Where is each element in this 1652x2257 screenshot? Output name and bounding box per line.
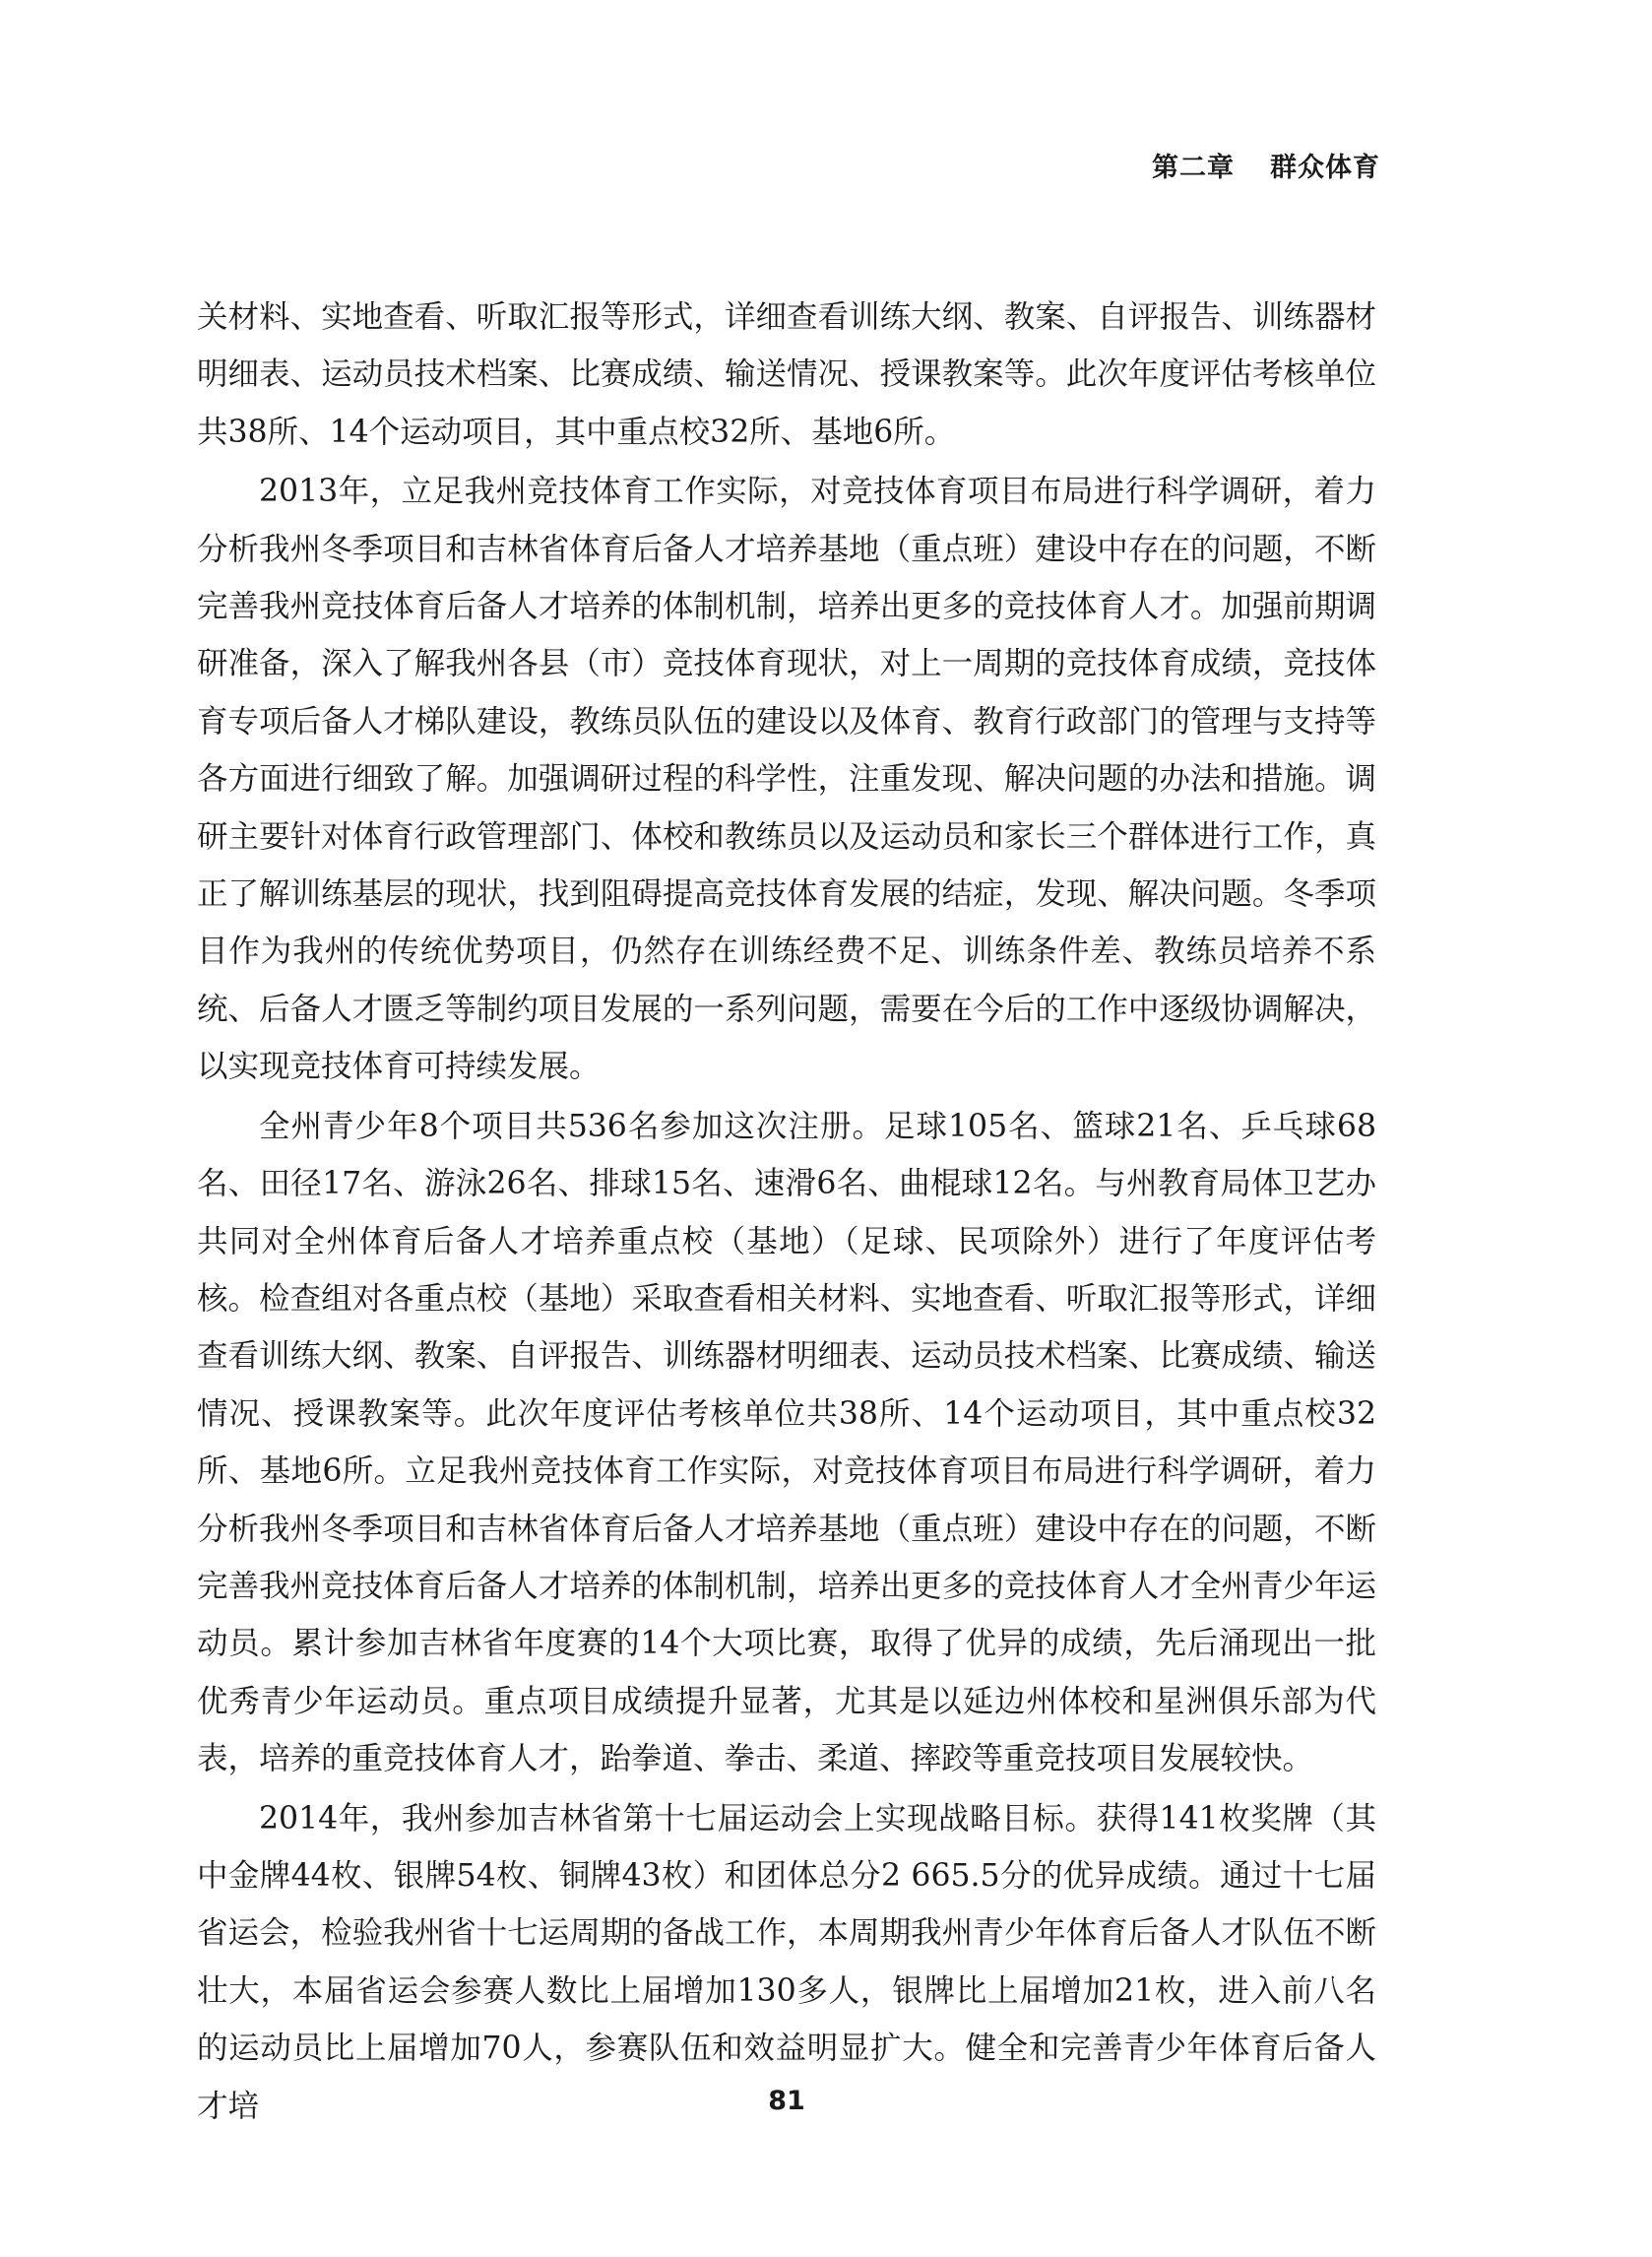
chapter-number: 第二章	[1152, 153, 1235, 183]
paragraph-2014: 2014年，我州参加吉林省第十七届运动会上实现战略目标。获得141枚奖牌（其中金牌44枚、银牌54枚、铜牌43枚）和团体总分2 665.5分的优异成绩。通过十七届省运会，检验我州省十七运周期的备战工作，本周期我州青少年体育后备人才队伍不断壮大，本届省运会参赛人数比上届增加130多人，银牌比上届增加21枚，进入前八名的运动员比上届增加70人，参赛队伍和效益明显扩大。健全和完善青少年体育后备人才培	[197, 1800, 1376, 2124]
paragraph-continued: 关材料、实地查看、听取汇报等形式，详细查看训练大纲、教案、自评报告、训练器材明细表、运动员技术档案、比赛成绩、输送情况、授课教案等。此次年度评估考核单位共38所、14个运动项目，其中重点校32所、基地6所。	[197, 299, 1376, 450]
paragraph-youth-registration: 全州青少年8个项目共536名参加这次注册。足球105名、篮球21名、乒乓球68名、田径17名、游泳26名、排球15名、速滑6名、曲棍球12名。与州教育局体卫艺办共同对全州体育后备人才培养重点校（基地）（足球、民项除外）进行了年度评估考核。检查组对各重点校（基地）采取查看相关材料、实地查看、听取汇报等形式，详细查看训练大纲、教案、自评报告、训练器材明细表、运动员技术档案、比赛成绩、输送情况、授课教案等。此次年度评估考核单位共38所、14个运动项目，其中重点校32所、基地6所。立足我州竞技体育工作实际，对竞技体育项目布局进行科学调研，着力分析我州冬季项目和吉林省体育后备人才培养基地（重点班）建设中存在的问题，不断完善我州竞技体育后备人才培养的体制机制，培养出更多的竞技体育人才全州青少年运动员。累计参加吉林省年度赛的14个大项比赛，取得了优异的成绩，先后涌现出一批优秀青少年运动员。重点项目成绩提升显著，尤其是以延边州体校和星洲俱乐部为代表，培养的重竞技体育人才，跆拳道、拳击、柔道、摔跤等重竞技项目发展较快。	[197, 1108, 1376, 1777]
paragraph-2013: 2013年，立足我州竞技体育工作实际，对竞技体育项目布局进行科学调研，着力分析我州冬季项目和吉林省体育后备人才培养基地（重点班）建设中存在的问题，不断完善我州竞技体育后备人才培养的体制机制，培养出更多的竞技体育人才。加强前期调研准备，深入了解我州各县（市）竞技体育现状，对上一周期的竞技体育成绩，竞技体育专项后备人才梯队建设，教练员队伍的建设以及体育、教育行政部门的管理与支持等各方面进行细致了解。加强调研过程的科学性，注重发现、解决问题的办法和措施。调研主要针对体育行政管理部门、体校和教练员以及运动员和家长三个群体进行工作，真正了解训练基层的现状，找到阻碍提高竞技体育发展的结症，发现、解决问题。冬季项目作为我州的传统优势项目，仍然存在训练经费不足、训练条件差、教练员培养不系统、后备人才匮乏等制约项目发展的一系列问题，需要在今后的工作中逐级协调解决，以实现竞技体育可持续发展。	[197, 474, 1376, 1085]
body-text	[197, 289, 1376, 2137]
page-number: 81	[768, 2086, 805, 2116]
running-header	[1152, 146, 1380, 184]
chapter-title: 群众体育	[1270, 153, 1380, 183]
